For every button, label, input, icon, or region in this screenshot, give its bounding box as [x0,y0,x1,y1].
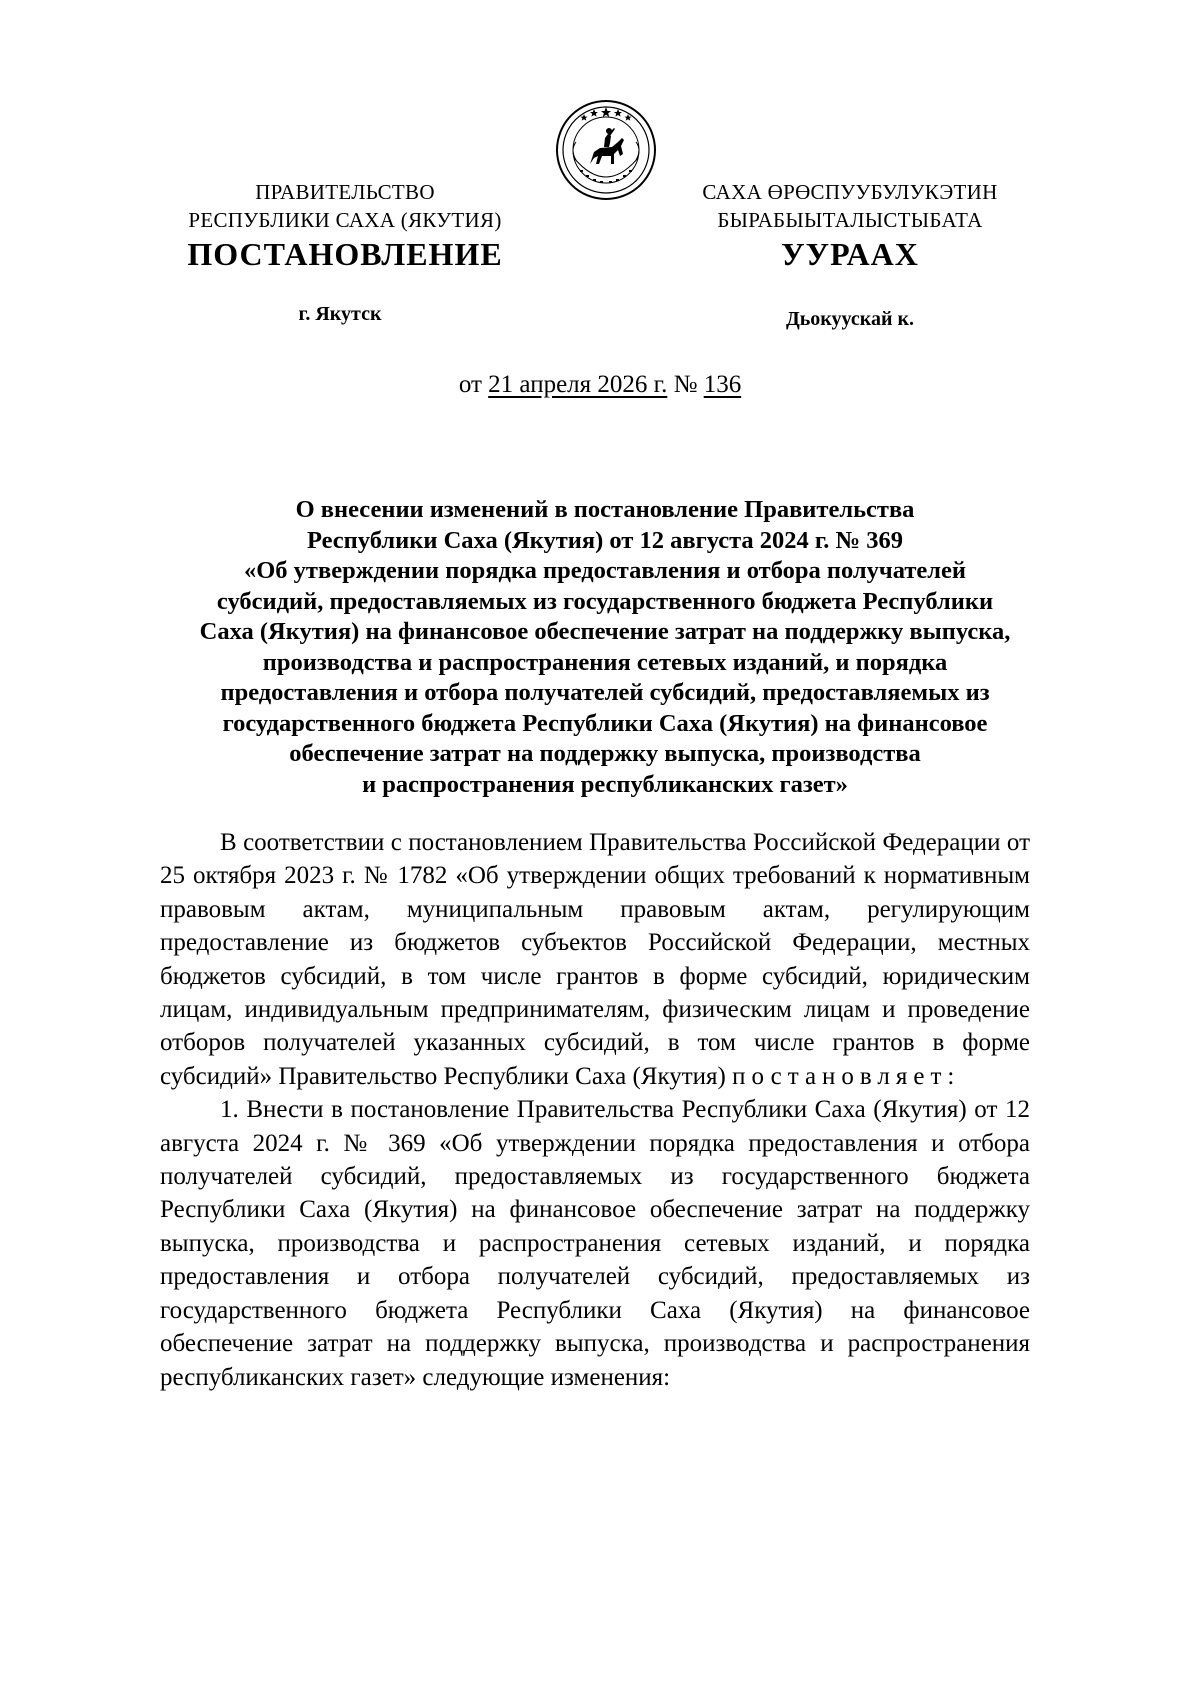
resolves-word: постановляет: [732,1062,961,1090]
title-line: «Об утверждении порядка предоставления и отбора получателей [244,557,966,584]
number-sign: № [673,371,698,398]
title-line: субсидий, предоставляемых из государственного бюджета Республики [216,587,994,615]
title-line: предоставления и отбора получателей субсидий, предоставляемых из [220,679,990,706]
document-number: 136 [703,371,742,398]
title-line: производства и распространения сетевых изданий, и порядка [262,648,948,676]
government-name-sakha [690,178,1010,234]
document-type-sakha: УУРААХ [781,236,919,272]
government-name-russian [175,178,515,234]
body-paragraph-item-1: 1. Внести в постановление Правительства Республики Саха (Якутия) от 12 августа 2024 г. № 369 «Об утверждении порядка предоставления и отбора получателей субсидий, предоставляемых из государственного бюджета Республики Саха (Якутия) на финансовое обеспечение затрат на поддержку выпуска, производства и распространения сетевых изданий, и порядка предоставления и отбора получателей субсидий, предоставляемых из государственного бюджета Республики Саха (Якутия) на финансовое обеспечение затрат на поддержку выпуска, производства и распространения республиканских газет» следующие изменения: [160,1096,1030,1391]
government-name-line1: ПРАВИТЕЛЬСТВО [255,180,435,204]
coat-of-arms-icon [554,98,658,202]
title-line: государственного бюджета Республики Саха (Якутия) на финансовое [222,709,988,737]
government-name-sakha-line2: БЫРАБЫЫТАЛЫСТЫБАТА [717,208,983,232]
government-name-sakha-line1: САХА ӨРӨСПУУБУЛУКЭТИН [702,180,998,204]
government-name-line2: РЕСПУБЛИКИ САХА (ЯКУТИЯ) [188,208,502,232]
document-body [160,826,1030,1394]
title-line: обеспечение затрат на поддержку выпуска, производства [289,740,921,767]
title-line: Саха (Якутия) на финансовое обеспечение затрат на поддержку выпуска, [199,618,1011,645]
document-date: 21 апреля 2026 г. [488,371,668,398]
document-date-number [300,368,900,402]
document-title [160,495,1050,800]
preamble-text: В соответствии с постановлением Правительства Российской Федерации от 25 октября 2023 г. № 1782 «Об утверждении общих требований к нормативным правовым актам, муниципальным правовым актам, регулирующим предоставление из бюджетов субъектов Российской Федерации, местных бюджетов субсидий, в том числе грантов в форме субсидий, юридическим лицам, индивидуальным предпринимателям, физическим лицам и проведение отборов получателей указанных субсидий, в том числе грантов в форме субсидий» Правительство Республики Саха (Якутия) [160,829,1030,1090]
date-prefix: от [458,371,482,398]
city-sakha: Дьокуускай к. [785,308,915,330]
title-line: Республики Саха (Якутия) от 12 августа 2024 г. № 369 [306,526,904,554]
body-paragraph-preamble [160,826,1030,1093]
city-russian: г. Якутск [298,303,382,325]
title-line: О внесении изменений в постановление Правительства [295,496,915,523]
document-type-russian: ПОСТАНОВЛЕНИЕ [187,236,503,272]
title-line: и распространения республиканских газет» [362,770,848,798]
